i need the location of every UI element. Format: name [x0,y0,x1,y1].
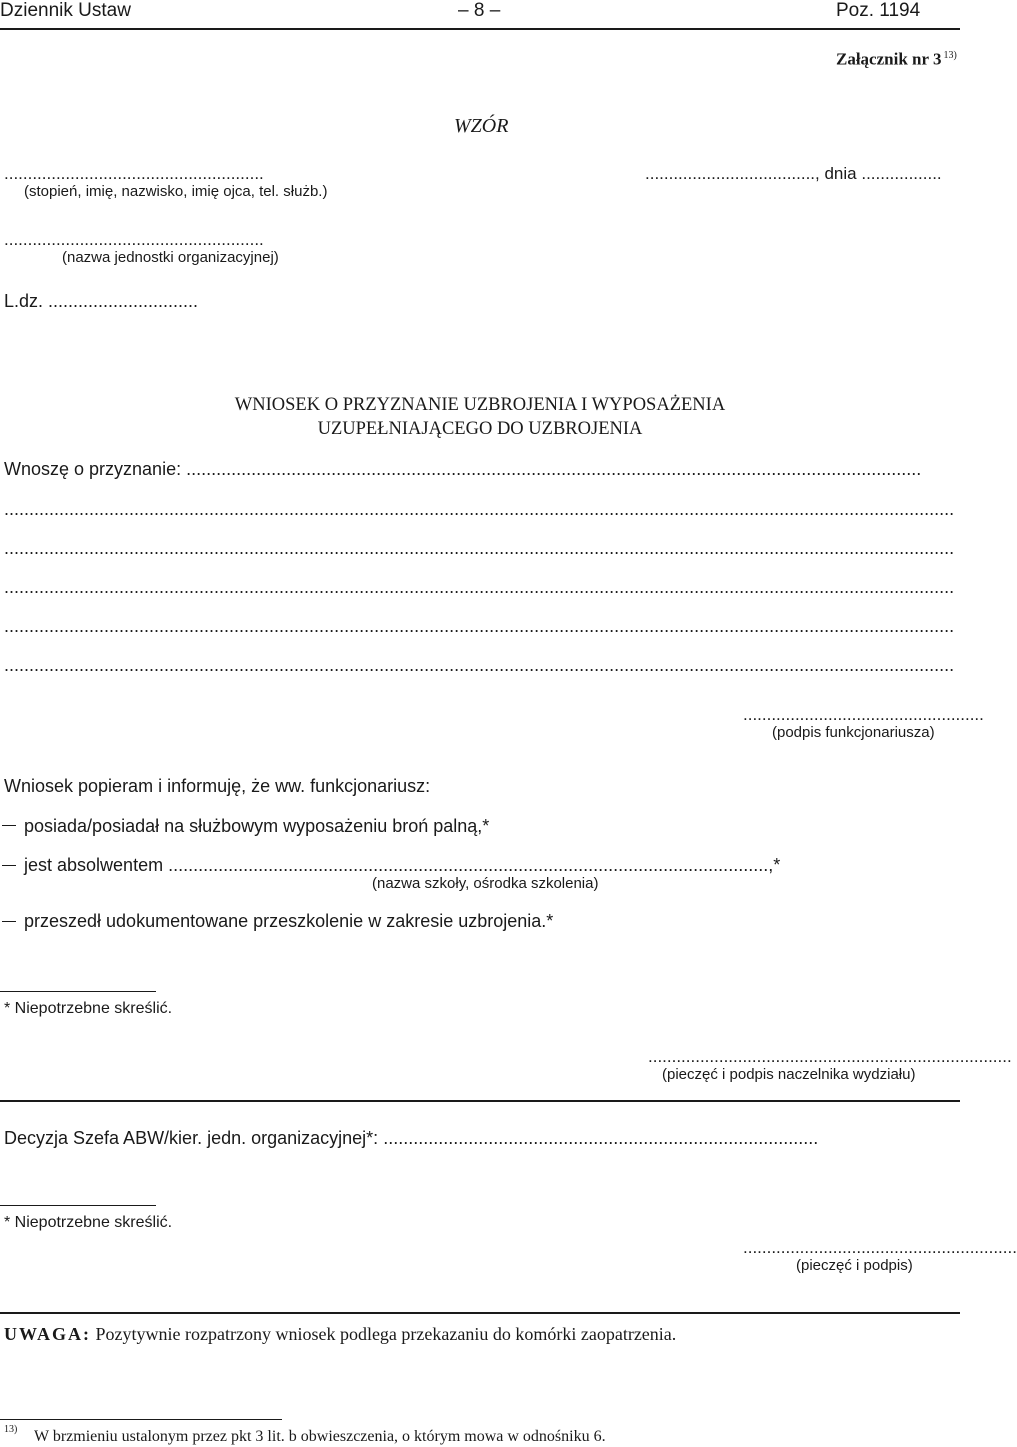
request-line[interactable]: .............................................................................................................................................................................................. [4,616,955,636]
unnecessary-strike-note: * Niepotrzebne skreślić. [4,1000,173,1017]
page-footnote-text: W brzmieniu ustalonym przez pkt 3 lit. b obwieszczenia, o którym mowa w odnośniku 6. [34,1428,606,1445]
unit-hint: (nazwa jednostki organizacyjnej) [62,249,279,266]
stamp-signature-hint: (pieczęć i podpis) [796,1257,913,1274]
template-label: WZÓR [454,115,509,137]
chief-signature-hint: (pieczęć i podpis naczelnika wydziału) [662,1066,916,1083]
request-line[interactable]: .............................................................................................................................................................................................. [4,499,955,519]
dash-bullet [2,825,16,826]
annex-footnote-ref: 13) [943,50,957,61]
position-number: Poz. 1194 [836,0,921,21]
support-intro: Wniosek popieram i informuję, że ww. funkcjonariusz: [4,776,431,796]
footnote-rule [0,1205,156,1206]
request-dots[interactable]: ................................................................................................................................................... [186,459,922,479]
dash-bullet [2,865,16,866]
decision-dots[interactable]: ....................................................................................... [383,1128,819,1148]
support-item-weapon: posiada/posiadał na służbowym wyposażeniu broń palną,* [24,816,490,836]
page-footnote-marker: 13) [4,1424,18,1435]
remark [4,1323,676,1345]
officer-signature-hint: (podpis funkcjonariusza) [772,724,935,741]
decision-label: Decyzja Szefa ABW/kier. jedn. organizacyjnej*: [4,1128,384,1148]
form-title-line-1: WNIOSEK O PRZYZNANIE UZBROJENIA I WYPOSAŻENIA [234,395,726,415]
school-name-field[interactable]: ........................................................................................................................,* [168,855,781,875]
support-item-graduate [24,854,780,876]
dash-bullet [2,921,16,922]
page-number: – 8 – [458,0,501,21]
request-label: Wnoszę o przyznanie: [4,459,187,479]
applicant-hint: (stopień, imię, nazwisko, imię ojca, tel. służb.) [24,183,328,200]
reference-number-field[interactable]: L.dz. .............................. [4,291,199,311]
request-first-line[interactable] [4,458,957,480]
journal-title: Dziennik Ustaw [0,0,131,21]
header-rule [0,28,960,30]
request-line[interactable]: .............................................................................................................................................................................................. [4,538,955,558]
remark-text: Pozytywnie rozpatrzony wniosek podlega przekazaniu do komórki zaopatrzenia. [91,1324,677,1344]
section-rule [0,1100,960,1102]
footnote-rule [0,991,156,992]
request-line[interactable]: .............................................................................................................................................................................................. [4,655,955,675]
section-rule [0,1312,960,1314]
decision-line[interactable] [4,1127,957,1149]
date-line[interactable]: ...................................., dnia ................. [645,164,942,183]
unnecessary-strike-note: * Niepotrzebne skreślić. [4,1214,173,1231]
chief-signature-line[interactable]: ............................................................................. [648,1047,1012,1066]
school-name-hint: (nazwa szkoły, ośrodka szkolenia) [372,875,599,892]
support-item-training: przeszedł udokumentowane przeszkolenie w zakresie uzbrojenia.* [24,911,554,931]
annex-label [836,46,957,70]
unit-line[interactable]: ....................................................... [4,230,264,249]
page-footnote-rule [0,1419,282,1420]
applicant-line[interactable]: ....................................................... [4,164,264,183]
request-line[interactable]: .............................................................................................................................................................................................. [4,577,955,597]
form-title-line-2: UZUPEŁNIAJĄCEGO DO UZBROJENIA [317,419,643,439]
annex-label-text: Załącznik nr 3 [836,49,942,69]
officer-signature-line[interactable]: ................................................... [743,705,984,724]
remark-label: UWAGA: [4,1324,91,1344]
graduate-prefix: jest absolwentem [24,855,169,875]
stamp-signature-line[interactable]: .......................................................... [743,1238,1017,1257]
